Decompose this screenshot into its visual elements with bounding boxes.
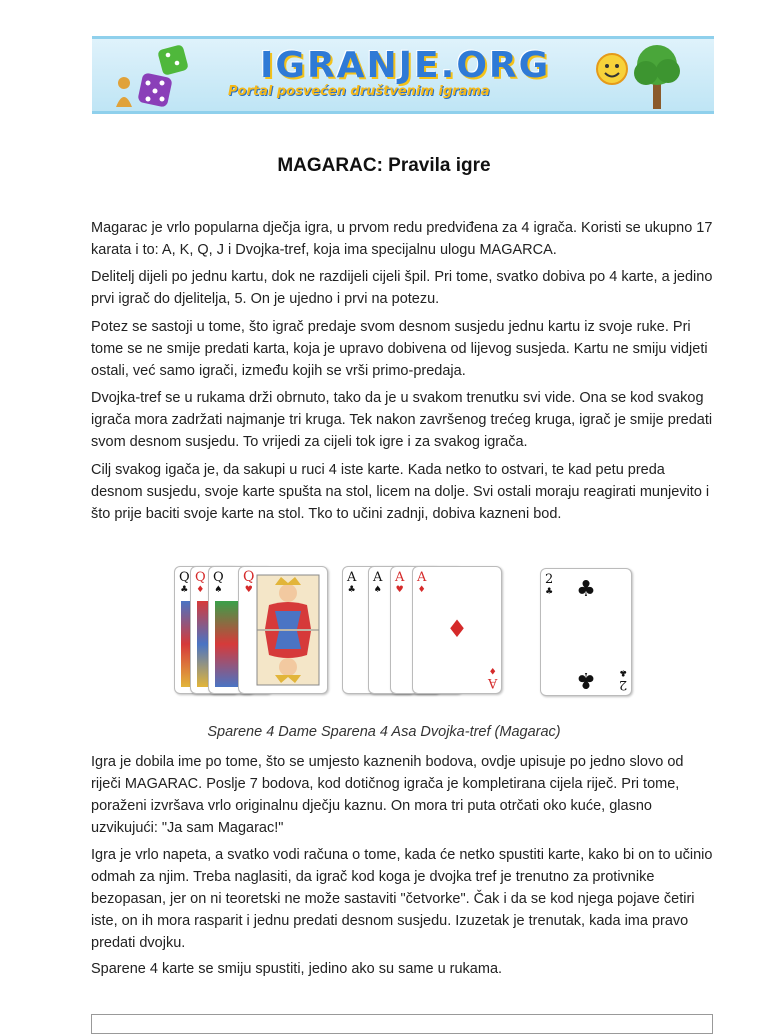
playing-card: A ♣ bbox=[342, 566, 414, 694]
paragraph: Magarac je vrlo popularna dječja igra, u prvom redu predviđena za 4 igrača. Koristi se ukupno 17 karata i to: A, K, Q, J i Dvojka-tref, koja ima specijalnu ulogu MAGARCA. bbox=[91, 220, 713, 258]
sun-icon bbox=[592, 49, 632, 89]
playing-card: Q ♣ bbox=[174, 566, 238, 694]
paragraph: Igra je vrlo napeta, a svatko vodi računa o tome, kada će netko spustiti karte, kako bi on to učinio odmah za njim. Treba naglasiti, da igrač kod koga je dvojka tref je trenutno za protivnike bezopasan, jer on ni teoretski ne može sastaviti "četvorke". Čak i da se kod njega pojave četiri iste, on ih mora rasparit i jednu predati desnom susjedu. Izuzetak je trenutak, kada ima pravo predati dvojku. bbox=[91, 847, 713, 951]
playing-card: A ♠ bbox=[368, 566, 440, 694]
paragraph: Cilj svakog igača je, da sakupi u ruci 4 iste karte. Kada netko to ostvari, te kad petu preda desnom susjedu, svoje karte spušta na stol, licem na dolje. Svi ostali moraju reagirati munjevito i što prije baciti svoje karte na stol. Tko to učini zadnji, dobiva kazneni bod. bbox=[91, 462, 710, 522]
tree-icon bbox=[632, 41, 682, 111]
playing-card-two-clubs: 2 ♣ ♣ ♣ 2 ♣ bbox=[540, 568, 632, 696]
paragraph: Potez se sastoji u tome, što igrač predaje svom desnom susjedu jednu kartu iz svoje ruke. Pri tome se ne smije predati karta, koja je upravo dobivena od lijevog susjeda. Kartu ne smiju vidjeti ostali, već samo igrači, između kojih se vrši primo-predaja. bbox=[91, 319, 708, 379]
paragraph: Sparene 4 karte se smiju spustiti, jedino ako su same u rukama. bbox=[91, 961, 503, 977]
playing-card: Q ♦ bbox=[190, 566, 254, 694]
dice-icon bbox=[102, 41, 192, 113]
site-logo[interactable]: IGRANJE.ORG bbox=[260, 45, 551, 86]
paragraph: Delitelj dijeli po jednu kartu, dok ne razdijeli cijeli špil. Pri tome, svatko dobiva po 4 karte, a jedino prvi igrač do djelitelja, 5. On je ujedno i prvi na potezu. bbox=[91, 269, 713, 307]
playing-card-ace-diamonds: A ♦ ♦ A ♦ bbox=[412, 566, 502, 694]
playing-card: A ♥ bbox=[390, 566, 462, 694]
cards-illustration bbox=[0, 560, 768, 700]
playing-card-queen-hearts: Q ♥ bbox=[238, 566, 328, 694]
page-title: MAGARAC: Pravila igre bbox=[277, 155, 491, 176]
playing-card: Q ♠ bbox=[208, 566, 272, 694]
image-caption: Sparene 4 Dame Sparena 4 Asa Dvojka-tref (Magarac) bbox=[207, 724, 561, 740]
paragraph: Igra je dobila ime po tome, što se umjesto kaznenih bodova, ovdje upisuje po jedno slovo od riječi MAGARAC. Poslje 7 bodova, kod dotičnog igrača je kompletirana cijela riječ. Pri tome, poraženi izvršava vrlo originalnu dječju kaznu. On mora tri puta otrčati oko kuće, glasno uzvikujući: "Ja sam Magarac!" bbox=[91, 754, 684, 836]
queen-figure-icon bbox=[253, 571, 323, 689]
paragraph: Dvojka-tref se u rukama drži obrnuto, tako da je u svakom trenutku svi vide. Ona se kod svakog igrača mora zadržati najmanje tri kruga. Tek nakon završenog trećeg kruga, igrač je smije predati svom desnom susjedu. To vrijedi za cijeli tok igre i za svakog igrača. bbox=[91, 390, 713, 450]
bottom-frame bbox=[91, 1014, 713, 1034]
site-tagline: Portal posvećen društvenim igrama bbox=[228, 84, 490, 99]
site-banner[interactable] bbox=[92, 36, 714, 114]
